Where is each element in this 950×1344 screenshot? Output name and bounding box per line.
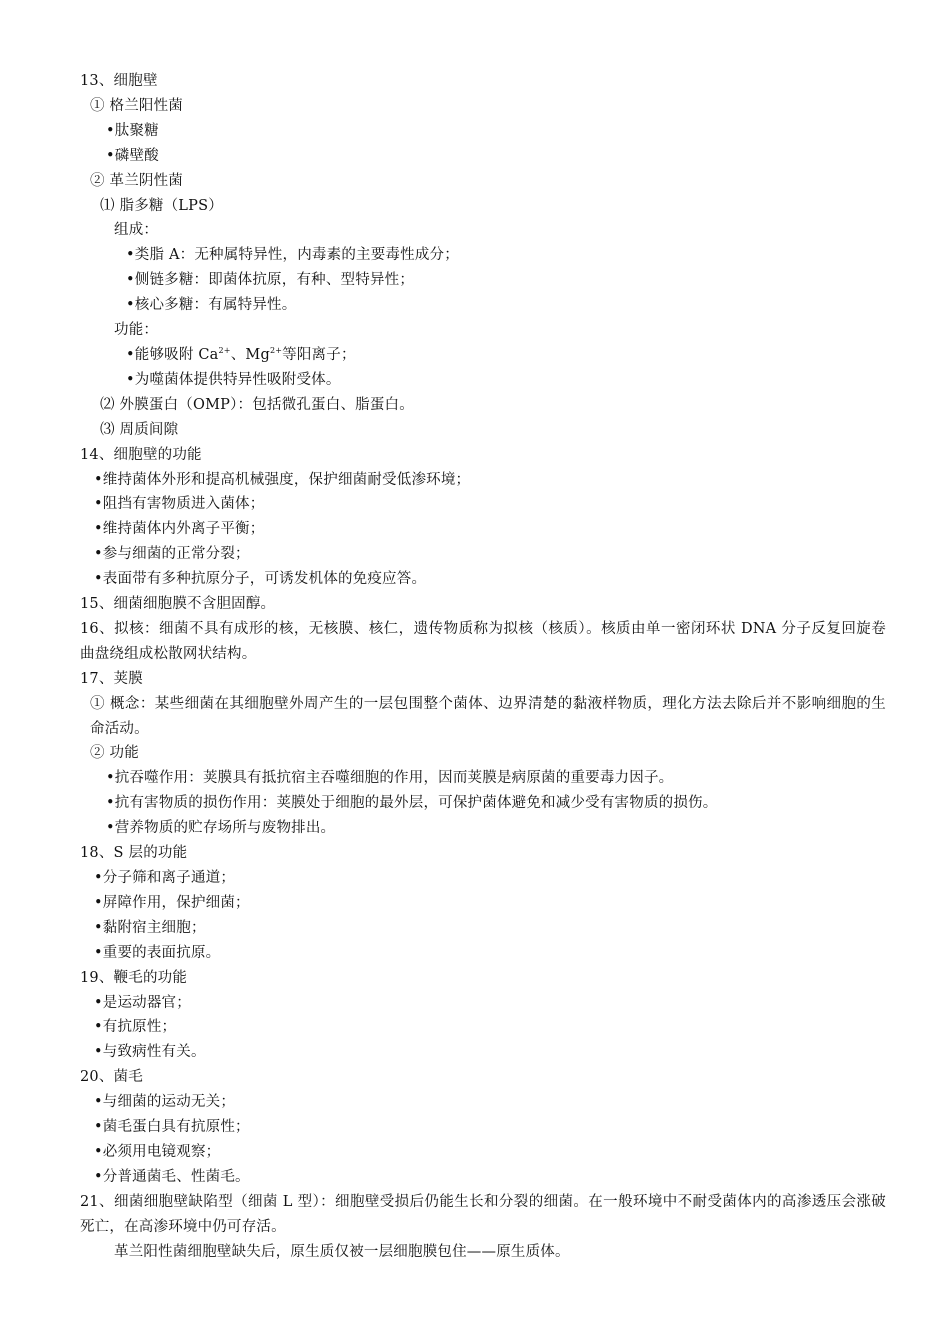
text-line: •与细菌的运动无关； — [94, 1094, 236, 1111]
text-line: •肽聚糖 — [106, 122, 159, 139]
text-line: •类脂 A：无种属特异性，内毒素的主要毒性成分； — [126, 247, 459, 264]
text-line: 13、细胞壁 — [80, 73, 158, 89]
text-fragment: •能够吸附 Ca — [126, 346, 219, 363]
charge-superscript: 2+ — [218, 345, 231, 355]
text-line: 革兰阳性菌细胞壁缺失后，原生质仅被一层细胞膜包住——原生质体。 — [114, 1243, 570, 1260]
text-line: ⑶ 周质间隙 — [100, 421, 179, 438]
text-line: •阻挡有害物质进入菌体； — [94, 496, 265, 513]
text-line: •必须用电镜观察； — [94, 1143, 221, 1160]
text-line: •是运动器官； — [94, 994, 191, 1011]
text-line: •营养物质的贮存场所与废物排出。 — [106, 820, 336, 837]
document-body — [80, 69, 886, 1265]
text-line: 20、菌毛 — [80, 1069, 143, 1086]
text-line: •侧链多糖：即菌体抗原，有种、型特异性； — [126, 272, 415, 289]
text-line: •有抗原性； — [94, 1019, 177, 1036]
text-line: 19、鞭毛的功能 — [80, 969, 188, 986]
text-line: •为噬菌体提供特异性吸附受体。 — [126, 371, 341, 388]
text-line: •抗吞噬作用：荚膜具有抵抗宿主吞噬细胞的作用，因而荚膜是病原菌的重要毒力因子。 — [106, 770, 674, 787]
text-line: •菌毛蛋白具有抗原性； — [94, 1119, 250, 1136]
text-line: 14、细胞壁的功能 — [80, 446, 202, 463]
text-line: •维持菌体外形和提高机械强度，保护细菌耐受低渗环境； — [94, 471, 471, 488]
text-line: 组成： — [114, 222, 159, 239]
text-line: ① 概念：某些细菌在其细胞壁外周产生的一层包围整个菌体、边界清楚的黏液样物质，理化方法去除后并不影响细胞的生命活动。 — [90, 695, 886, 737]
text-fragment: 、Mg — [230, 346, 270, 363]
text-line: •分普通菌毛、性菌毛。 — [94, 1168, 250, 1185]
text-line: •黏附宿主细胞； — [94, 919, 206, 936]
text-line: •重要的表面抗原。 — [94, 944, 221, 961]
text-line: •参与细菌的正常分裂； — [94, 546, 250, 563]
text-line: •屏障作用，保护细菌； — [94, 894, 250, 911]
text-line — [80, 343, 886, 368]
text-line: 功能： — [114, 322, 159, 339]
text-line: •分子筛和离子通道； — [94, 870, 236, 886]
text-line: ① 格兰阳性菌 — [90, 97, 184, 114]
text-line: ② 功能 — [90, 745, 139, 762]
text-fragment: 等阳离子； — [282, 346, 356, 363]
text-line: 15、细菌细胞膜不含胆固醇。 — [80, 596, 276, 613]
text-line: 18、S 层的功能 — [80, 845, 188, 862]
charge-superscript: 2+ — [269, 345, 283, 355]
text-line: 16、拟核：细菌不具有成形的核，无核膜、核仁，遗传物质称为拟核（核质）。核质由单一密闭环状 DNA 分子反复回旋卷曲盘绕组成松散网状结构。 — [80, 620, 886, 662]
text-line: ⑴ 脂多糖（LPS） — [100, 197, 223, 214]
text-line: 17、荚膜 — [80, 670, 143, 687]
text-line: •维持菌体内外离子平衡； — [94, 521, 265, 538]
text-line: •核心多糖：有属特异性。 — [126, 297, 297, 314]
text-line: •与致病性有关。 — [94, 1044, 206, 1061]
text-line: •磷壁酸 — [106, 147, 159, 164]
text-line: ② 革兰阴性菌 — [90, 172, 184, 189]
text-line: •抗有害物质的损伤作用：荚膜处于细胞的最外层，可保护菌体避免和减少受有害物质的损伤。 — [106, 795, 718, 812]
text-line: 21、细菌细胞壁缺陷型（细菌 L 型）：细胞壁受损后仍能生长和分裂的细菌。在一般环境中不耐受菌体内的高渗透压会涨破死亡，在高渗环境中仍可存活。 — [80, 1193, 886, 1235]
text-line: •表面带有多种抗原分子，可诱发机体的免疫应答。 — [94, 571, 427, 588]
text-line: ⑵ 外膜蛋白（OMP）：包括微孔蛋白、脂蛋白。 — [100, 396, 414, 413]
